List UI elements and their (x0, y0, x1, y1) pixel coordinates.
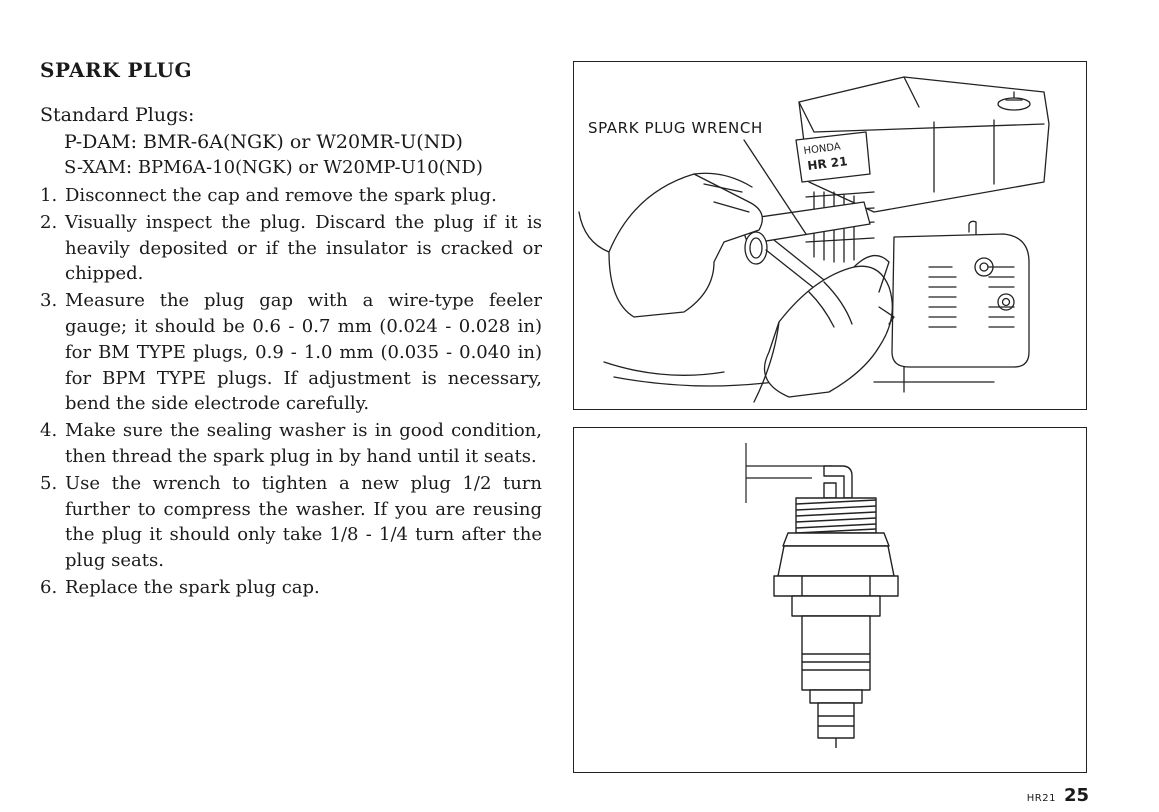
step-number: 6. (40, 576, 58, 598)
footer-model: HR21 (1026, 793, 1056, 804)
plug-spec-s-xam: S-XAM: BPM6A-10(NGK) or W20MP-U10(ND) (64, 157, 483, 178)
badge-brand-text: HONDA (803, 141, 842, 157)
step-number: 3. (40, 290, 58, 312)
spark-plug-illustration (574, 428, 1088, 774)
badge-model-text: HR 21 (806, 154, 849, 173)
step-text: Measure the plug gap with a wire-type feeler gauge; it should be 0.6 - 0.7 mm (0.024 - 0.028 in) for BM TYPE plugs, 0.9 - 1.0 mm (0.035 - 0.040 in) for BPM TYPE plugs. If adjustment is necessary, bend the side electrode carefully. (65, 290, 542, 415)
page-footer (1027, 785, 1089, 806)
standard-plugs-label: Standard Plugs: (40, 104, 195, 126)
step-text: Disconnect the cap and remove the spark plug. (65, 185, 497, 206)
step-number: 2. (40, 211, 58, 233)
spark-plug-wrench-label: SPARK PLUG WRENCH (588, 119, 763, 137)
step-text: Replace the spark plug cap. (65, 576, 320, 598)
section-title: SPARK PLUG (40, 58, 193, 82)
page-number: 25 (1063, 785, 1089, 806)
step-item (40, 183, 542, 209)
plug-spec-p-dam: P-DAM: BMR-6A(NGK) or W20MR-U(ND) (64, 131, 463, 153)
step-number: 5. (40, 472, 58, 494)
step-item (40, 288, 542, 417)
step-item (40, 471, 542, 574)
step-number: 1. (40, 185, 58, 206)
figure-spark-plug-wrench (573, 61, 1087, 410)
step-item (40, 575, 542, 601)
step-text: Use the wrench to tighten a new plug 1/2 turn further to compress the washer. If you are reusing the plug it should only take 1/8 - 1/4 turn after the plug seats. (65, 472, 542, 572)
step-number: 4. (40, 420, 58, 442)
step-text: Make sure the sealing washer is in good condition, then thread the spark plug in by hand until it seats. (65, 420, 542, 467)
engine-wrench-illustration (574, 62, 1088, 411)
step-item (40, 418, 542, 470)
figure-spark-plug-gap (573, 427, 1087, 773)
step-item (40, 210, 542, 287)
procedure-steps (40, 183, 542, 602)
step-text: Visually inspect the plug. Discard the plug if it is heavily deposited or if the insulator is cracked or chipped. (65, 211, 542, 285)
